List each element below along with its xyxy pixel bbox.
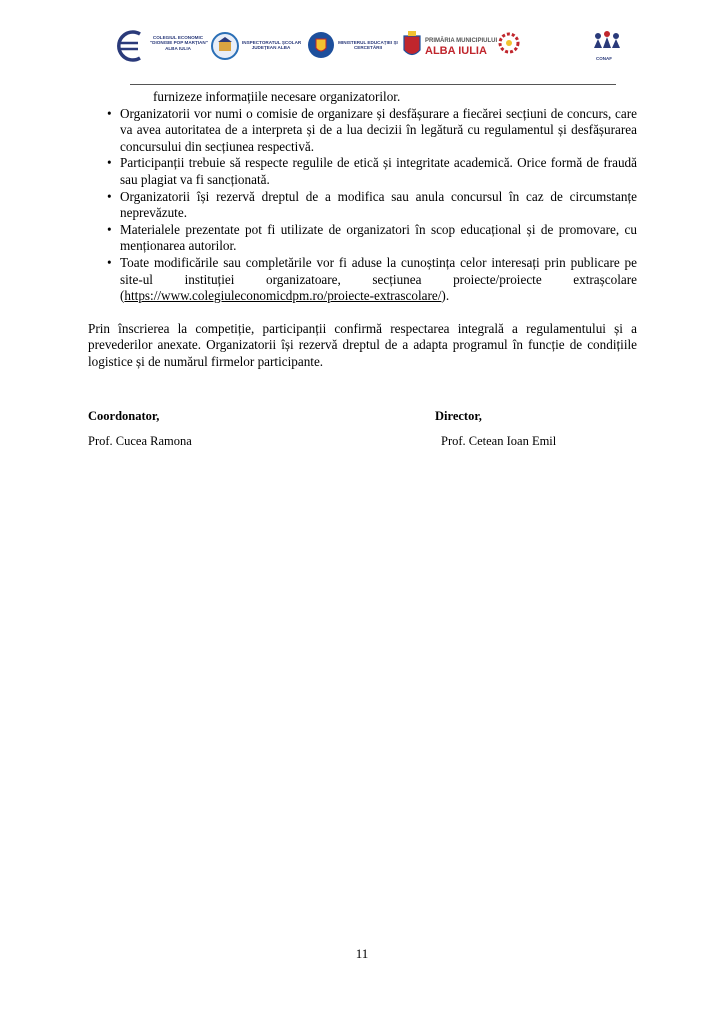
page-number: 11 (355, 946, 369, 961)
list-item: • Materialele prezentate pot fi utilizate de organizatori în scop educațional și de promovare, cu menționarea autorilor. (107, 221, 637, 254)
list-item-text: Materialele prezentate pot fi utilizate de organizatori în scop educațional și de promovare, cu menționarea autorilor. (120, 221, 637, 254)
logo2-line1: INSPECTORATUL ȘCOLAR (242, 40, 302, 45)
list-item-text: Toate modificările sau completările vor fi aduse la cunoștința celor interesați prin publicare pe site-ul instituției organizatoare, secțiunea proiecte/proiecte extrașcolare ( (120, 254, 637, 304)
list-item: • Organizatorii vor numi o comisie de organizare și desfășurare a fiecărei secțiuni de concurs, care va avea autoritatea de a interpreta și de a lua decizii în legătură cu regulamentul și desfășurarea concursului din secțiunea respectivă. (107, 105, 637, 154)
logo3-line2: CERCETĂRII (353, 45, 383, 51)
list-item-text: Participanții trebuie să respecte regulile de etică și integritate academică. Orice formă de fraudă sau plagiat va fi sancționată. (120, 155, 637, 187)
logo2-line2: JUDEȚEAN ALBA (251, 45, 291, 51)
colegiul-economic-logo (112, 28, 148, 64)
page-header (0, 0, 724, 90)
list-item-text: Organizatorii își rezervă dreptul de a modifica sau anula concursul în caz de circumstanțe neprevăzute. (120, 188, 637, 221)
coordinator-name: Prof. Cucea Ramona (88, 434, 192, 448)
logo1-line3: ALBA IULIA (165, 45, 191, 51)
director-name: Prof. Cetean Ioan Emil (441, 434, 557, 448)
logo1-line1: COLEGIUL ECONOMIC (152, 35, 204, 40)
logo5-text: CONAF (596, 56, 612, 61)
rules-list (88, 106, 637, 305)
logo4-line2: ALBA IULIA (425, 44, 487, 57)
list-item-end: ). (441, 288, 450, 304)
director-title: Director, (435, 409, 482, 423)
continuation-line: furnizeze informațiile necesare organizatorilor. (153, 89, 401, 104)
logo3-line1: MINISTERUL EDUCAȚIEI ȘI (338, 40, 398, 45)
header-divider (130, 84, 616, 85)
ministry-crest-logo (306, 30, 336, 60)
logo4-line1: PRIMĂRIA MUNICIPIULUI (425, 38, 498, 44)
coordinator-title: Coordonator, (88, 409, 160, 423)
extracurricular-projects-link[interactable]: https://www.colegiuleconomicdpm.ro/proiecte-extrascolare/ (124, 288, 442, 304)
document-body (88, 89, 637, 384)
closing-paragraph: Prin înscrierea la competiție, participanții confirmă respectarea integrală a regulamentului și a prevederilor anexate. Organizatorii își rezervă dreptul de a adapta programul în funcție de condițiile logistice și de numărul firmelor participante. (88, 320, 637, 369)
list-item: • Organizatorii își rezervă dreptul de a modifica sau anula concursul în caz de circumstanțe neprevăzute. (107, 188, 637, 221)
list-item: • Toate modificările sau completările vor fi aduse la cunoștința celor interesați prin publicare pe site-ul instituției organizatoare, secțiunea proiecte/proiecte extrașcolare (https://www.colegiuleconomicdpm.ro/proiecte-extrascolare/). (107, 254, 637, 304)
flower-emblem-icon (496, 30, 522, 56)
alba-iulia-crest-logo (402, 30, 422, 60)
conaf-logo (592, 26, 622, 58)
logo1-line2: "DIONISIE POP MARȚIAN" (150, 40, 208, 46)
inspectorat-logo (210, 31, 240, 61)
list-item-text: Organizatorii vor numi o comisie de organizare și desfășurare a fiecărei secțiuni de concurs, care va avea autoritatea de a interpreta și de a lua decizii în legătură cu regulamentul și desfășurarea concursului din secțiunea respectivă. (120, 105, 637, 154)
list-item: • Participanții trebuie să respecte regulile de etică și integritate academică. Orice formă de fraudă sau plagiat va fi sancționată. (107, 155, 637, 187)
